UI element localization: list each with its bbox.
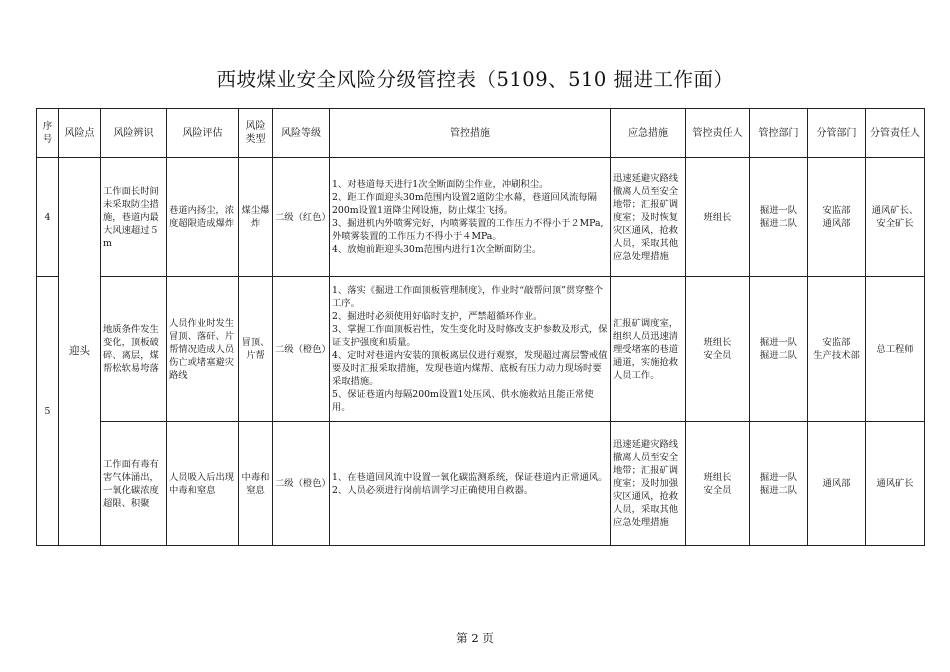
col-header-identify: 风险辨识	[101, 109, 167, 158]
col-header-risk-point: 风险点	[59, 109, 101, 158]
header-row	[37, 109, 925, 158]
supervising-person: 总工程师	[866, 277, 925, 422]
measure-item: 1、对巷道每天进行1次全断面防尘作业，冲刷积尘。	[332, 179, 549, 190]
control-dept: 掘进一队 掘进二队	[750, 158, 808, 277]
control-dept: 掘进一队 掘进二队	[750, 277, 808, 422]
emergency-measures: 汇报矿调度室，组织人员迅速清理受堵塞的巷道通道，实施抢救人员工作。	[611, 277, 686, 422]
page-number: 第 2 页	[456, 631, 494, 645]
risk-assess: 人员吸入后出现中毒和窒息	[167, 422, 239, 546]
control-person: 班组长 安全员	[686, 277, 750, 422]
risk-level: 二级（橙色）	[273, 277, 330, 422]
control-person: 班组长 安全员	[686, 422, 750, 546]
risk-identify: 工作面有毒有害气体涌出，一氧化碳浓度超限、积聚	[101, 422, 167, 546]
measure-item: 3、掌握工作面顶板岩性，发生变化时及时修改支护参数及形式，保证支护强度和质量。	[332, 324, 608, 348]
row-number: 4	[37, 158, 59, 277]
row-number: 5	[37, 277, 59, 546]
measure-item: 2、人员必须进行岗前培训学习正确使用自救器。	[332, 484, 534, 496]
supervising-dept: 通风部	[808, 422, 866, 546]
risk-type: 煤尘爆炸	[239, 158, 273, 277]
risk-assess: 巷道内扬尘，浓度超限造成爆炸	[167, 158, 239, 277]
supervising-person: 通风矿长、安全矿长	[866, 158, 925, 277]
measure-item: 5、保证巷道内每隔200m设置1处压风、供水施救站且能正常使用。	[332, 389, 594, 413]
emergency-measures: 迅速延避灾路线撤离人员至安全地带；汇报矿调度室；及时加强灾区通风，抢救人员，采取其他应急处理措施	[611, 422, 686, 546]
col-header-emergency: 应急措施	[611, 109, 686, 158]
table-row	[37, 422, 925, 546]
measure-item: 1、在巷道回风流中设置一氧化碳监测系统，保证巷道内正常通风。	[332, 471, 608, 483]
col-header-sup-person: 分管责任人	[866, 109, 925, 158]
table-row	[37, 158, 925, 277]
control-measures	[330, 158, 611, 277]
measure-item: 2、距工作面迎头30m范围内设置2道防尘水幕，巷道回风流每隔200m设置1道降尘网设施，防止煤尘飞扬。	[332, 192, 597, 216]
control-dept: 掘进一队 掘进二队	[750, 422, 808, 546]
supervising-dept: 安监部 生产技术部	[808, 277, 866, 422]
col-header-dept: 管控部门	[750, 109, 808, 158]
risk-level: 二级（红色）	[273, 158, 330, 277]
measure-item: 1、落实《掘进工作面顶板管理制度》，作业时“敲帮问顶”贯穿整个工序。	[332, 285, 604, 309]
col-header-level: 风险等级	[273, 109, 330, 158]
measure-item: 2、掘进时必须使用好临时支护，严禁超循环作业。	[332, 311, 543, 322]
measure-item: 4、放炮前距迎头30m范围内进行1次全断面防尘。	[332, 244, 542, 255]
col-header-type: 风险类型	[239, 109, 273, 158]
table-row	[37, 277, 925, 422]
risk-control-table	[36, 108, 925, 546]
risk-identify: 地质条件发生变化，顶板破碎、离层，煤帮松软易垮落	[101, 277, 167, 422]
page-title: 西坡煤业安全风险分级管控表（5109、510 掘进工作面）	[216, 68, 734, 91]
risk-level: 二级（橙色）	[273, 422, 330, 546]
control-measures	[330, 277, 611, 422]
risk-point: 迎头	[59, 158, 101, 546]
control-measures	[330, 422, 611, 546]
supervising-person: 通风矿长	[866, 422, 925, 546]
control-person: 班组长	[686, 158, 750, 277]
col-header-measures: 管控措施	[330, 109, 611, 158]
col-header-person: 管控责任人	[686, 109, 750, 158]
col-header-sup-dept: 分管部门	[808, 109, 866, 158]
col-header-no: 序号	[37, 109, 59, 158]
risk-identify: 工作面长时间未采取防尘措施，巷道内最大风速超过５m	[101, 158, 167, 277]
risk-type: 中毒和窒息	[239, 422, 273, 546]
measure-item: 4、定时对巷道内安装的顶板离层仪进行观察，发现超过离层警戒值要及时汇报采取措施，发现巷道内煤帮、底板有压力动力现场时要采取措施。	[332, 350, 608, 387]
measure-item: 3、掘进机内外喷雾完好，内喷雾装置的工作压力不得小于２MPa,外喷雾装置的工作压力不得小于４MPa。	[332, 218, 604, 242]
risk-type: 冒顶、片帮	[239, 277, 273, 422]
emergency-measures: 迅速延避灾路线撤离人员至安全地带；汇报矿调度室；及时恢复灾区通风，抢救人员，采取其他应急处理措施	[611, 158, 686, 277]
col-header-assess: 风险评估	[167, 109, 239, 158]
risk-assess: 人员作业时发生冒顶、落矸、片帮情况造成人员伤亡或堵塞避灾路线	[167, 277, 239, 422]
supervising-dept: 安监部 通风部	[808, 158, 866, 277]
